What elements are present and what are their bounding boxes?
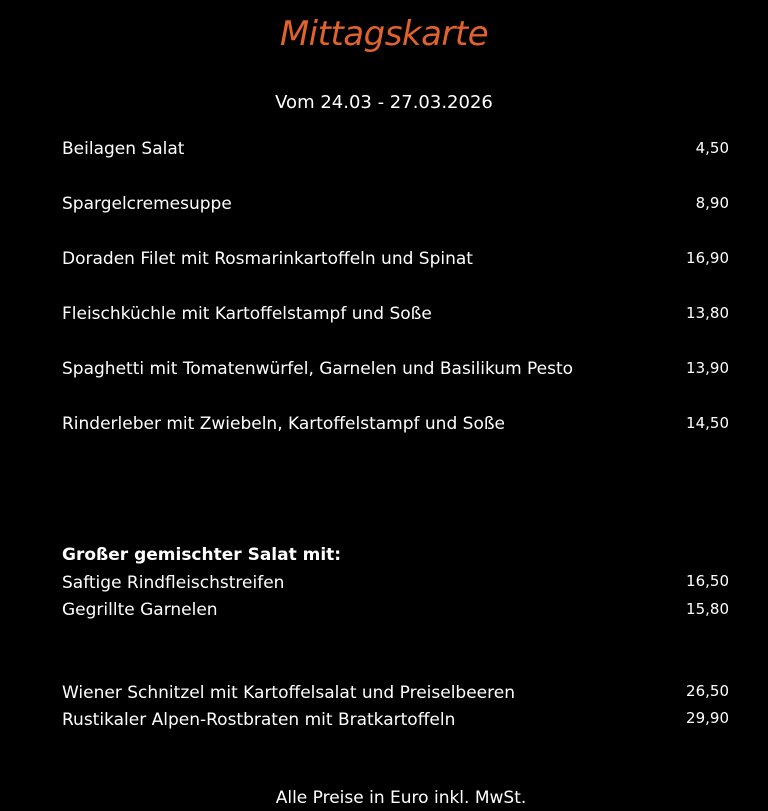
menu-item-price: 13,80 (686, 304, 729, 322)
special-item-price: 29,90 (686, 709, 729, 727)
menu-item-price: 8,90 (695, 194, 729, 212)
salad-item-price: 16,50 (686, 572, 729, 590)
salad-item-name: Saftige Rindfleischstreifen (62, 573, 285, 593)
salad-item-name: Gegrillte Garnelen (62, 600, 218, 620)
menu-item-price: 4,50 (695, 139, 729, 157)
special-item-price: 26,50 (686, 682, 729, 700)
date-range: Vom 24.03 - 27.03.2026 (275, 92, 493, 113)
menu-item-name: Beilagen Salat (62, 139, 185, 159)
salad-item-price: 15,80 (686, 600, 729, 618)
menu-item-name: Fleischküchle mit Kartoffelstampf und Soße (62, 304, 432, 324)
special-item-name: Wiener Schnitzel mit Kartoffelsalat und Preiselbeeren (62, 683, 515, 703)
menu-title: Mittagskarte (279, 14, 489, 54)
menu-item-name: Spaghetti mit Tomatenwürfel, Garnelen und Basilikum Pesto (62, 359, 574, 379)
menu-item-name: Rinderleber mit Zwiebeln, Kartoffelstampf und Soße (62, 414, 506, 434)
menu-item-price: 14,50 (686, 414, 729, 432)
special-item-name: Rustikaler Alpen-Rostbraten mit Bratkartoffeln (62, 710, 456, 730)
menu-item-price: 16,90 (686, 249, 729, 267)
menu-item-price: 13,90 (686, 359, 729, 377)
menu-item-name: Doraden Filet mit Rosmarinkartoffeln und Spinat (62, 249, 473, 269)
price-note: Alle Preise in Euro inkl. MwSt. (275, 788, 527, 808)
salad-section-title: Großer gemischter Salat mit: (62, 545, 342, 565)
menu-item-name: Spargelcremesuppe (62, 194, 232, 214)
